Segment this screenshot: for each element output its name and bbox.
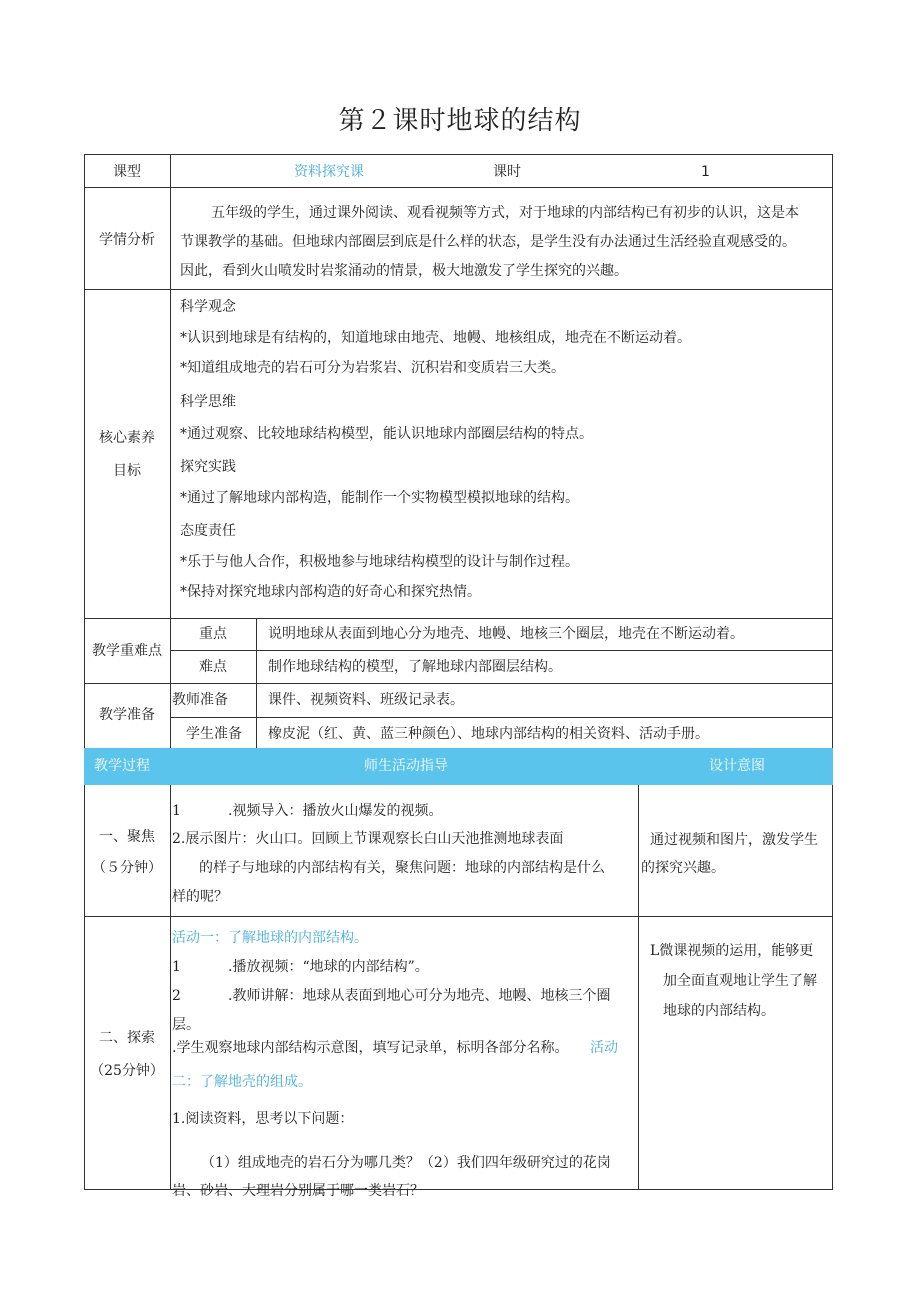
row-divider bbox=[84, 916, 833, 917]
step2-line: .播放视频：“地球的内部结构”。 bbox=[228, 959, 429, 975]
activity1-title: 活动一：了解地球的内部结构。 bbox=[172, 930, 368, 946]
goal-heading: 科学观念 bbox=[180, 299, 236, 315]
step1-intent: 的探究兴趣。 bbox=[641, 860, 725, 876]
prep-label: 教学准备 bbox=[99, 707, 155, 723]
clipped-line-wrap bbox=[171, 1177, 637, 1199]
goal-item: *认识到地球是有结构的，知道地球由地壳、地幔、地核组成，地壳在不断运动着。 bbox=[180, 330, 691, 346]
course-type-value: 资料探究课 bbox=[294, 164, 364, 180]
goals-label: 核心素养 bbox=[99, 430, 155, 446]
goal-item: *通过了解地球内部构造，能制作一个实物模型模拟地球的结构。 bbox=[180, 490, 579, 506]
step1-time: （５分钟） bbox=[92, 860, 162, 876]
goal-heading: 科学思维 bbox=[180, 394, 236, 410]
analysis-line: 因此，看到火山喷发时岩浆涌动的情景，极大地激发了学生探究的兴趣。 bbox=[180, 263, 628, 279]
analysis-label: 学情分析 bbox=[99, 232, 155, 248]
row-divider bbox=[84, 187, 833, 188]
step1-line: 的样子与地球的内部结构有关，聚焦问题：地球的内部结构是什么 bbox=[199, 860, 605, 876]
goal-heading: 态度责任 bbox=[180, 523, 236, 539]
step1-line: 样的呢？ bbox=[172, 889, 228, 905]
step2-line: 1.阅读资料，思考以下问题： bbox=[172, 1111, 354, 1127]
process-header-bar bbox=[84, 748, 833, 785]
step2-line: 1 bbox=[172, 959, 181, 975]
table-border-top bbox=[84, 154, 833, 155]
table-col-divider bbox=[638, 785, 639, 1190]
step1-intent: 通过视频和图片，激发学生 bbox=[650, 832, 818, 848]
activity2-title: 活动 bbox=[590, 1040, 618, 1056]
step2-line: 2 bbox=[172, 988, 181, 1004]
period-label: 课时 bbox=[493, 164, 521, 180]
goal-item: *乐于与他人合作，积极地参与地球结构模型的设计与制作过程。 bbox=[180, 554, 579, 570]
key-value: 说明地球从表面到地心分为地壳、地幔、地核三个圈层，地壳在不断运动着。 bbox=[268, 626, 744, 642]
step2-line: .教师讲解：地球从表面到地心可分为地壳、地幔、地核三个圈 bbox=[228, 988, 611, 1004]
step1-label: 一、聚焦 bbox=[99, 829, 155, 845]
step1-line: .视频导入：播放火山爆发的视频。 bbox=[228, 803, 443, 819]
page-title: 第２课时地球的结构 bbox=[338, 106, 582, 136]
course-type-label: 课型 bbox=[113, 164, 141, 180]
intent-col-label: 设计意图 bbox=[709, 758, 765, 774]
step2-intent: L微课视频的运用，能够更 bbox=[650, 943, 814, 959]
step1-line: 1 bbox=[172, 803, 181, 819]
table-border-right bbox=[832, 785, 833, 1190]
question-line-cont: 岩、砂岩、大理岩分别属于哪一类岩石？ bbox=[172, 1183, 424, 1199]
sub-col-divider bbox=[256, 618, 257, 748]
difficulty-label: 难点 bbox=[199, 659, 227, 675]
step2-time: （25分钟） bbox=[90, 1063, 164, 1079]
table-border-right bbox=[832, 154, 833, 748]
process-col-label: 教学过程 bbox=[94, 758, 150, 774]
goal-heading: 探究实践 bbox=[180, 459, 236, 475]
difficulty-value: 制作地球结构的模型，了解地球内部圈层结构。 bbox=[268, 659, 562, 675]
step2-line: 层。 bbox=[172, 1017, 200, 1033]
step2-line: .学生观察地球内部结构示意图，填写记录单，标明各部分名称。 bbox=[172, 1040, 569, 1056]
step1-line: 2.展示图片：火山口。回顾上节课观察长白山天池推测地球表面 bbox=[172, 831, 564, 847]
goal-item: *保持对探究地球内部构造的好奇心和探究热情。 bbox=[180, 584, 481, 600]
analysis-line: 节课教学的基础。但地球内部圈层到底是什么样的状态，是学生没有办法通过生活经验直观感受的。 bbox=[180, 234, 796, 250]
goals-label-2: 目标 bbox=[113, 463, 141, 479]
guidance-col-label: 师生活动指导 bbox=[364, 758, 448, 774]
row-divider bbox=[170, 650, 833, 651]
row-divider bbox=[170, 717, 833, 718]
analysis-line: 五年级的学生，通过课外阅读、观看视频等方式，对于地球的内部结构已有初步的认识，这是本 bbox=[211, 205, 799, 221]
period-value: 1 bbox=[701, 164, 710, 180]
step2-intent: 地球的内部结构。 bbox=[663, 1003, 775, 1019]
question-line: （1）组成地壳的岩石分为哪几类？（2）我们四年级研究过的花岗 bbox=[201, 1155, 611, 1171]
student-prep-value: 橡皮泥（红、黄、蓝三种颜色）、地球内部结构的相关资料、活动手册。 bbox=[268, 726, 709, 742]
teacher-prep-label: 教师准备 bbox=[172, 692, 228, 708]
row-divider bbox=[84, 683, 833, 684]
step2-label: 二、探索 bbox=[99, 1030, 155, 1046]
table-col-divider bbox=[170, 785, 171, 1190]
goal-item: *知道组成地壳的岩石可分为岩浆岩、沉积岩和变质岩三大类。 bbox=[180, 360, 565, 376]
keypoints-label: 教学重难点 bbox=[92, 643, 162, 659]
row-divider bbox=[84, 618, 833, 619]
activity2-title-cont: 二：了解地壳的组成。 bbox=[172, 1074, 312, 1090]
teacher-prep-value: 课件、视频资料、班级记录表。 bbox=[268, 692, 464, 708]
goal-item: *通过观察、比较地球结构模型，能认识地球内部圈层结构的特点。 bbox=[180, 426, 593, 442]
key-label: 重点 bbox=[199, 626, 227, 642]
student-prep-label: 学生准备 bbox=[186, 726, 242, 742]
step2-intent: 加全面直观地让学生了解 bbox=[663, 973, 817, 989]
row-divider bbox=[84, 289, 833, 290]
